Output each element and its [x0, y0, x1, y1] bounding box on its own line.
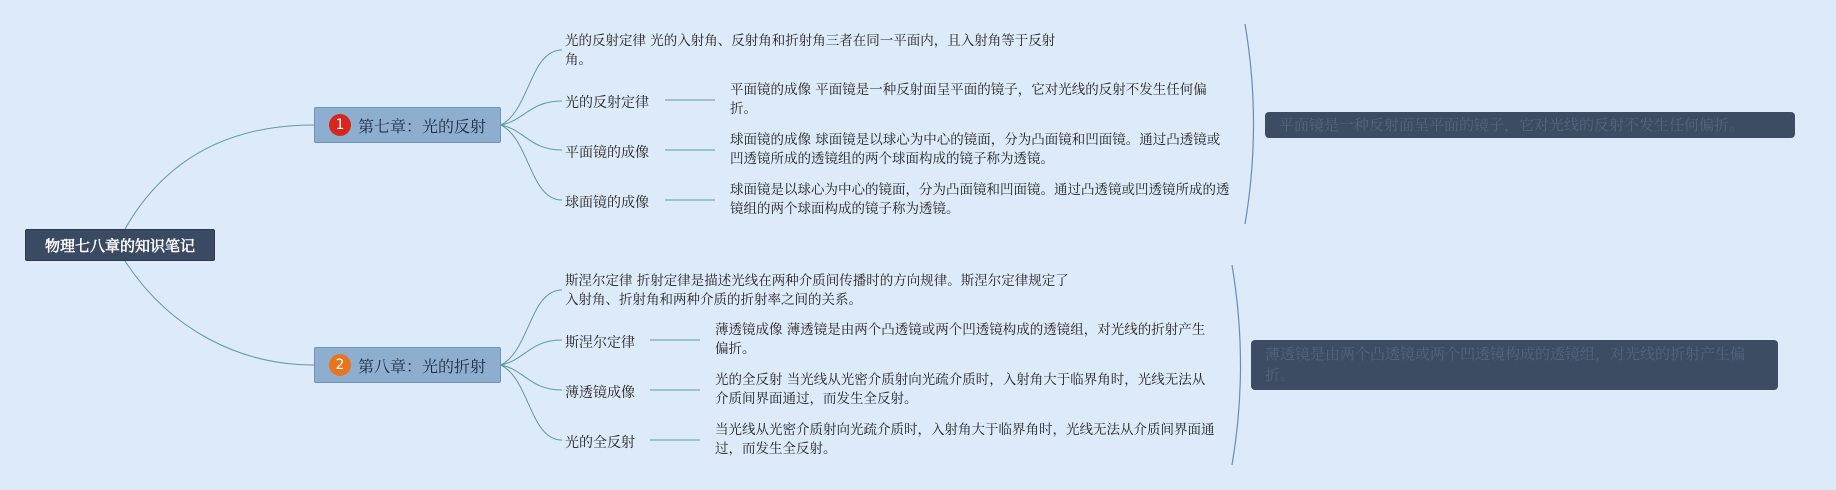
chapter-8-item-3-desc: 当光线从光密介质射向光疏介质时，入射角大于临界角时，光线无法从介质间界面通过，而发生全反射。 [715, 422, 1215, 457]
chapter-8-item-2-desc: 光的全反射 当光线从光密介质射向光疏介质时，入射角大于临界角时，光线无法从介质间界面通过，而发生全反射。 [715, 372, 1206, 407]
chapter-8-item-2-label[interactable]: 薄透镜成像 [565, 385, 635, 401]
chapter-8-item-1-label[interactable]: 斯涅尔定律 [565, 335, 635, 351]
chapter-8-summary[interactable]: 薄透镜是由两个凸透镜或两个凹透镜构成的透镜组，对光线的折射产生偏折。 [1251, 340, 1778, 390]
number-badge-2: 2 [329, 354, 351, 376]
chapter-8-node[interactable] [314, 347, 501, 383]
number-badge-1: 1 [329, 114, 351, 136]
chapter-7-item-2-desc: 球面镜的成像 球面镜是以球心为中心的镜面，分为凸面镜和凹面镜。通过凸透镜或凹透镜所成的透镜组的两个球面构成的镜子称为透镜。 [730, 132, 1221, 167]
chapter-7-item-3-label[interactable]: 球面镜的成像 [565, 195, 649, 211]
chapter-7-intro: 光的反射定律 光的入射角、反射角和折射角三者在同一平面内，且入射角等于反射角。 [565, 33, 1056, 68]
root-node[interactable] [25, 229, 215, 261]
chapter-8-intro: 斯涅尔定律 折射定律是描述光线在两种介质间传播时的方向规律。斯涅尔定律规定了入射角、折射角和两种介质的折射率之间的关系。 [565, 273, 1069, 308]
chapter-7-item-1-label[interactable]: 光的反射定律 [565, 95, 649, 111]
chapter-8-item-3-label[interactable]: 光的全反射 [565, 435, 635, 451]
chapter-8-item-1-desc: 薄透镜成像 薄透镜是由两个凸透镜或两个凹透镜构成的透镜组，对光线的折射产生偏折。 [715, 322, 1206, 357]
chapter-7-summary[interactable]: 平面镜是一种反射面呈平面的镜子，它对光线的反射不发生任何偏折。 [1265, 112, 1795, 138]
chapter-8-title: 第八章：光的折射 [357, 356, 486, 376]
chapter-7-item-2-label[interactable]: 平面镜的成像 [565, 145, 649, 161]
chapter-7-item-1-desc: 平面镜的成像 平面镜是一种反射面呈平面的镜子，它对光线的反射不发生任何偏折。 [730, 82, 1207, 117]
chapter-7-node[interactable] [314, 107, 501, 143]
chapter-7-title: 第七章：光的反射 [357, 116, 486, 136]
chapter-7-item-3-desc: 球面镜是以球心为中心的镜面，分为凸面镜和凹面镜。通过凸透镜或凹透镜所成的透镜组的两个球面构成的镜子称为透镜。 [730, 182, 1230, 217]
root-label: 物理七八章的知识笔记 [44, 236, 195, 255]
